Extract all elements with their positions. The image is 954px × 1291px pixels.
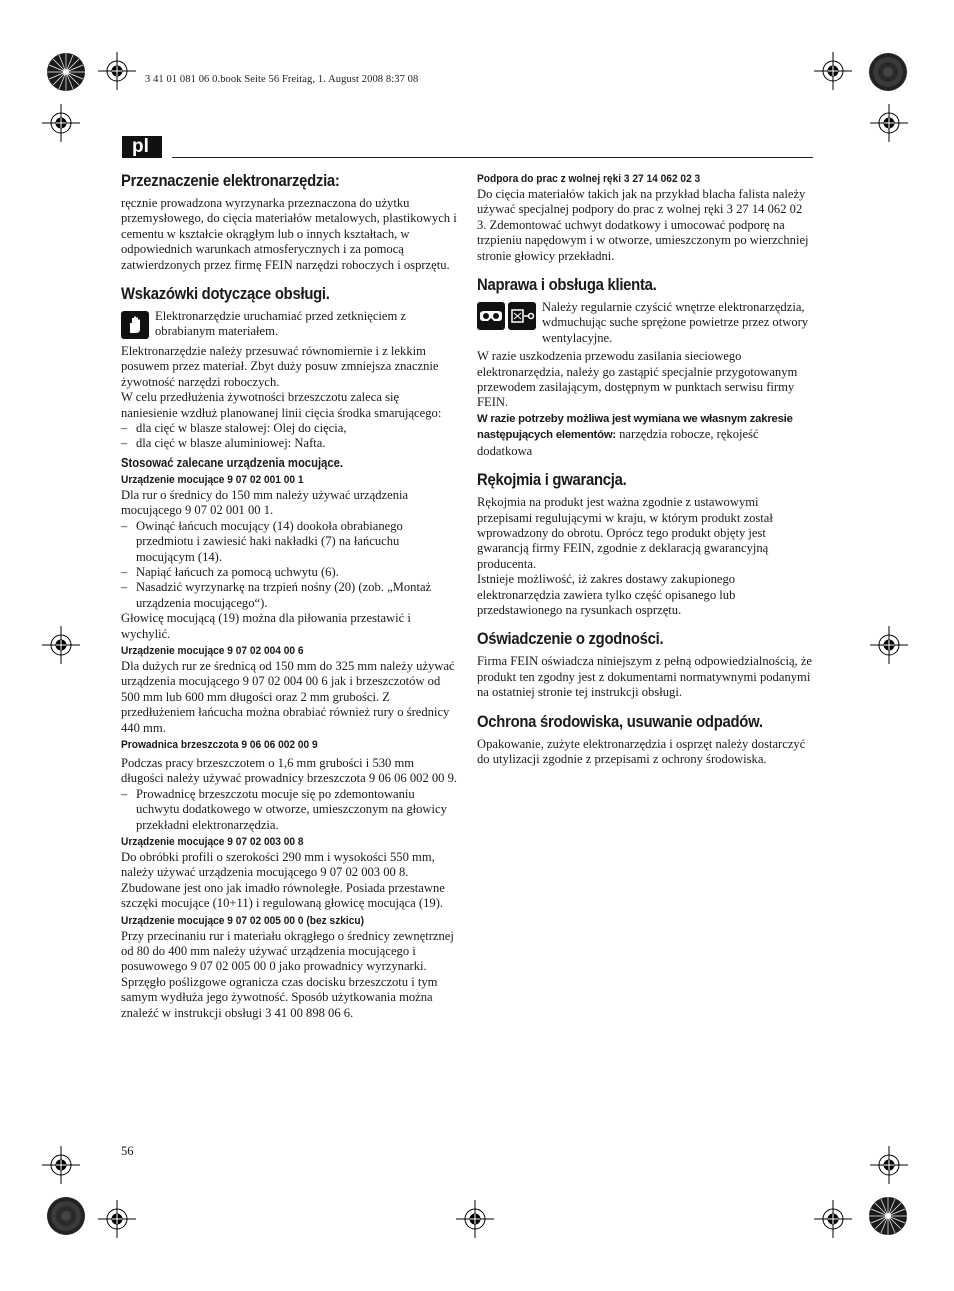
list-item: – Owinąć łańcuch mocujący (14) dookoła obrabianego przedmiotu i zawiesić haki nakładki (7) na łańcuchu mocującym (14). — [121, 518, 403, 564]
calibration-target-top-right — [868, 52, 908, 92]
right-column — [477, 172, 813, 767]
operating-tip-icon-text: Elektronarzędzie uruchamiać przed zetknięciem z obrabianym materiałem. — [155, 309, 407, 339]
section-title-conformity: Oświadczenie o zgodności. — [477, 630, 664, 649]
replaceable-parts-list: narzędzia robocze, rękojeść dodatkowa — [477, 427, 759, 458]
registration-mark-upper-right — [870, 104, 908, 142]
freehand-support-title: Podpora do prac z wolnej ręki 3 27 14 062 02 3 — [477, 173, 701, 185]
service-icon-text: Należy regularnie czyścić wnętrze elektronarzędzia, wdmuchując suche sprężone powietrze przez otwory wentylacyjne. — [542, 300, 809, 345]
service-cord-text: W razie uszkodzenia przewodu zasilania sieciowego elektronarzędzia, należy go zastąpić specjalnie przygotowanym przewodem zasilającym, dostępnym w punktach serwisu firmy FEIN. — [477, 349, 798, 410]
section-title-intended-use: Przeznaczenie elektronarzędzia: — [121, 172, 340, 190]
subsection-title-clamping: Stosować zalecane urządzenia mocujące. — [121, 455, 343, 470]
section-title-operating-tips: Wskazówki dotyczące obsługi. — [121, 285, 330, 304]
blade-guide-title: Prowadnica brzeszczota 9 06 06 002 00 9 — [121, 738, 318, 751]
operating-tip-lubricant: W celu przedłużenia żywotności brzeszczotu zaleca się naniesienie wzdłuż planowanej linii cięcia środka smarującego: — [121, 390, 442, 420]
blade-guide-text: Podczas pracy brzeszczotem o 1,6 mm grubości i 530 mm długości należy używać prowadnicy brzeszczota 9 06 06 002 00 9. — [121, 755, 458, 786]
clamping-device-004-title: Urządzenie mocujące 9 07 02 004 00 6 — [121, 644, 304, 657]
operating-tip-feed: Elektronarzędzie należy przesuwać równomiernie i z lekkim posuwem przez materiał. Zbyt duży posuw zmniejsza znacznie żywotność narzędzi roboczych. — [121, 344, 439, 389]
glove-icon — [121, 311, 149, 344]
warranty-scope-text: Istnieje możliwość, iż zakres dostawy zakupionego elektronarzędzia zawiera tylko część opisanego lub przedstawionego na rysunkach osprzętu. — [477, 572, 736, 617]
file-info-header: 3 41 01 081 06 0.book Seite 56 Freitag, 1. August 2008 8:37 08 — [145, 74, 419, 85]
warranty-text: Rękojmia na produkt jest ważna zgodnie z ustawowymi przepisami regulującymi w kraju, w którym produkt został wprowadzony do obrotu. Oprócz tego produkt objęty jest gwarancją firmy FEIN, zgodnie z deklaracją gwarancyjną producenta. — [477, 495, 773, 571]
clamping-device-003-title: Urządzenie mocujące 9 07 02 003 00 8 — [121, 836, 304, 848]
registration-mark-bottom-center — [456, 1200, 494, 1238]
clamping-device-004-text: Dla dużych rur ze średnicą od 150 mm do 325 mm należy używać urządzenia mocującego 9 07 02 004 00 6 jak i brzeszczotów od 500 mm lub 600 mm długości oraz 2 mm grubości. Z przedłużeniem łańcucha można obrabiać również rury o średnicy 440 mm. — [121, 658, 455, 735]
compressed-air-icon — [508, 302, 536, 346]
goggles-icon — [477, 302, 505, 346]
registration-mark-top-left — [98, 52, 136, 90]
language-tab: pl — [122, 136, 162, 158]
section-title-environment: Ochrona środowiska, usuwanie odpadów. — [477, 712, 763, 731]
left-column — [121, 172, 458, 1021]
service-tip-with-icons — [477, 300, 813, 346]
section-title-warranty: Rękojmia i gwarancja. — [477, 471, 627, 490]
clamping-head-note: Głowicę mocującą (19) można dla piłowania przestawić i wychylić. — [121, 611, 411, 641]
registration-mark-lower-right — [870, 1146, 908, 1184]
clamping-device-005-title: Urządzenie mocujące 9 07 02 005 00 0 (bez szkicu) — [121, 914, 365, 927]
registration-mark-bottom-right — [814, 1200, 852, 1238]
clamping-device-001-title: Urządzenie mocujące 9 07 02 001 00 1 — [121, 473, 304, 486]
conformity-text: Firma FEIN oświadcza niniejszym z pełną odpowiedzialnością, że produkt ten zgodny jest z dokumentami normatywnymi podanymi na ostatniej stronie tej instrukcji obsługi. — [477, 654, 813, 700]
environment-text: Opakowanie, zużyte elektronarzędzia i osprzęt należy dostarczyć do utylizacji zgodnie z przepisami z ochrony środowiska. — [477, 736, 806, 766]
calibration-target-bottom-left — [46, 1196, 86, 1236]
replaceable-parts-label: W razie potrzeby możliwa jest wymiana we własnym zakresie następujących elementów: — [477, 412, 793, 442]
operating-tip-with-icon — [121, 309, 458, 344]
freehand-support-text: Do cięcia materiałów takich jak na przykład blacha falista należy używać specjalnej podpory do prac z wolnej ręki 3 27 14 062 02 3. Zdemontować uchwyt dodatkowy i umocować podporę na trzpieniu napędowym i w otworze, umieszczonym po wierzchniej stronie głowicy przekładni. — [477, 187, 809, 263]
intended-use-text: ręcznie prowadzona wyrzynarka przeznaczona do użytku przemysłowego, do cięcia materiałów metalowych, plastikowych i cementu w kształcie okrągłym lub o innych kształtach, w odpowiednich warunkach atmosferycznych i za pomocą zatwierdzonych przez firmę FEIN narzędzi roboczych i osprzętu. — [121, 196, 457, 272]
registration-mark-bottom-left — [98, 1200, 136, 1238]
list-item: – Nasadzić wyrzynarkę na trzpień nośny (20) (zob. „Montaż urządzenia mocującego“). — [121, 580, 432, 610]
section-title-service: Naprawa i obsługa klienta. — [477, 276, 657, 295]
clamping-device-003-text: Do obróbki profili o szerokości 290 mm i wysokości 550 mm, należy używać urządzenia mocującego 9 07 02 003 00 8. Zbudowane jest ono jak imadło równoległe. Posiada przestawne szczęki mocujące (10+11) i regulowaną głowicę mocująca (19). — [121, 850, 445, 911]
service-replaceable-parts — [477, 411, 813, 459]
header-rule — [172, 157, 813, 158]
clamping-device-001-text: Dla rur o średnicy do 150 mm należy używać urządzenia mocującego 9 07 02 001 00 1. — [121, 487, 409, 518]
registration-mark-lower-left — [42, 1146, 80, 1184]
list-item: – Napiąć łańcuch za pomocą uchwytu (6). — [121, 564, 339, 579]
registration-mark-upper-left — [42, 104, 80, 142]
calibration-target-bottom-right — [868, 1196, 908, 1236]
page-number: 56 — [121, 1144, 134, 1158]
list-item: – dla cięć w blasze aluminiowej: Nafta. — [121, 436, 326, 451]
registration-mark-top-right — [814, 52, 852, 90]
list-item: – dla cięć w blasze stalowej: Olej do cięcia, — [121, 421, 347, 436]
registration-mark-mid-right — [870, 626, 908, 664]
registration-mark-mid-left — [42, 626, 80, 664]
calibration-target-top-left — [46, 52, 86, 92]
list-item: – Prowadnicę brzeszczotu mocuje się po zdemontowaniu uchwytu dodatkowego w otworze, umieszczonym na głowicy przekładni elektronarzędzia. — [121, 786, 447, 832]
clamping-device-005-text: Przy przecinaniu rur i materiału okrągłego o średnicy zewnętrznej od 80 do 400 mm należy używać urządzenia mocującego i posuwowego 9 07 02 005 00 0 jako prowadnicy wyrzynarki. Sprzęgło poślizgowe ogranicza czas docisku brzeszczotu i tym samym wydłuża jego żywotność. Sposób użytkowania można znaleźć w instrukcji obsługi 3 41 00 898 06 6. — [121, 928, 454, 1020]
